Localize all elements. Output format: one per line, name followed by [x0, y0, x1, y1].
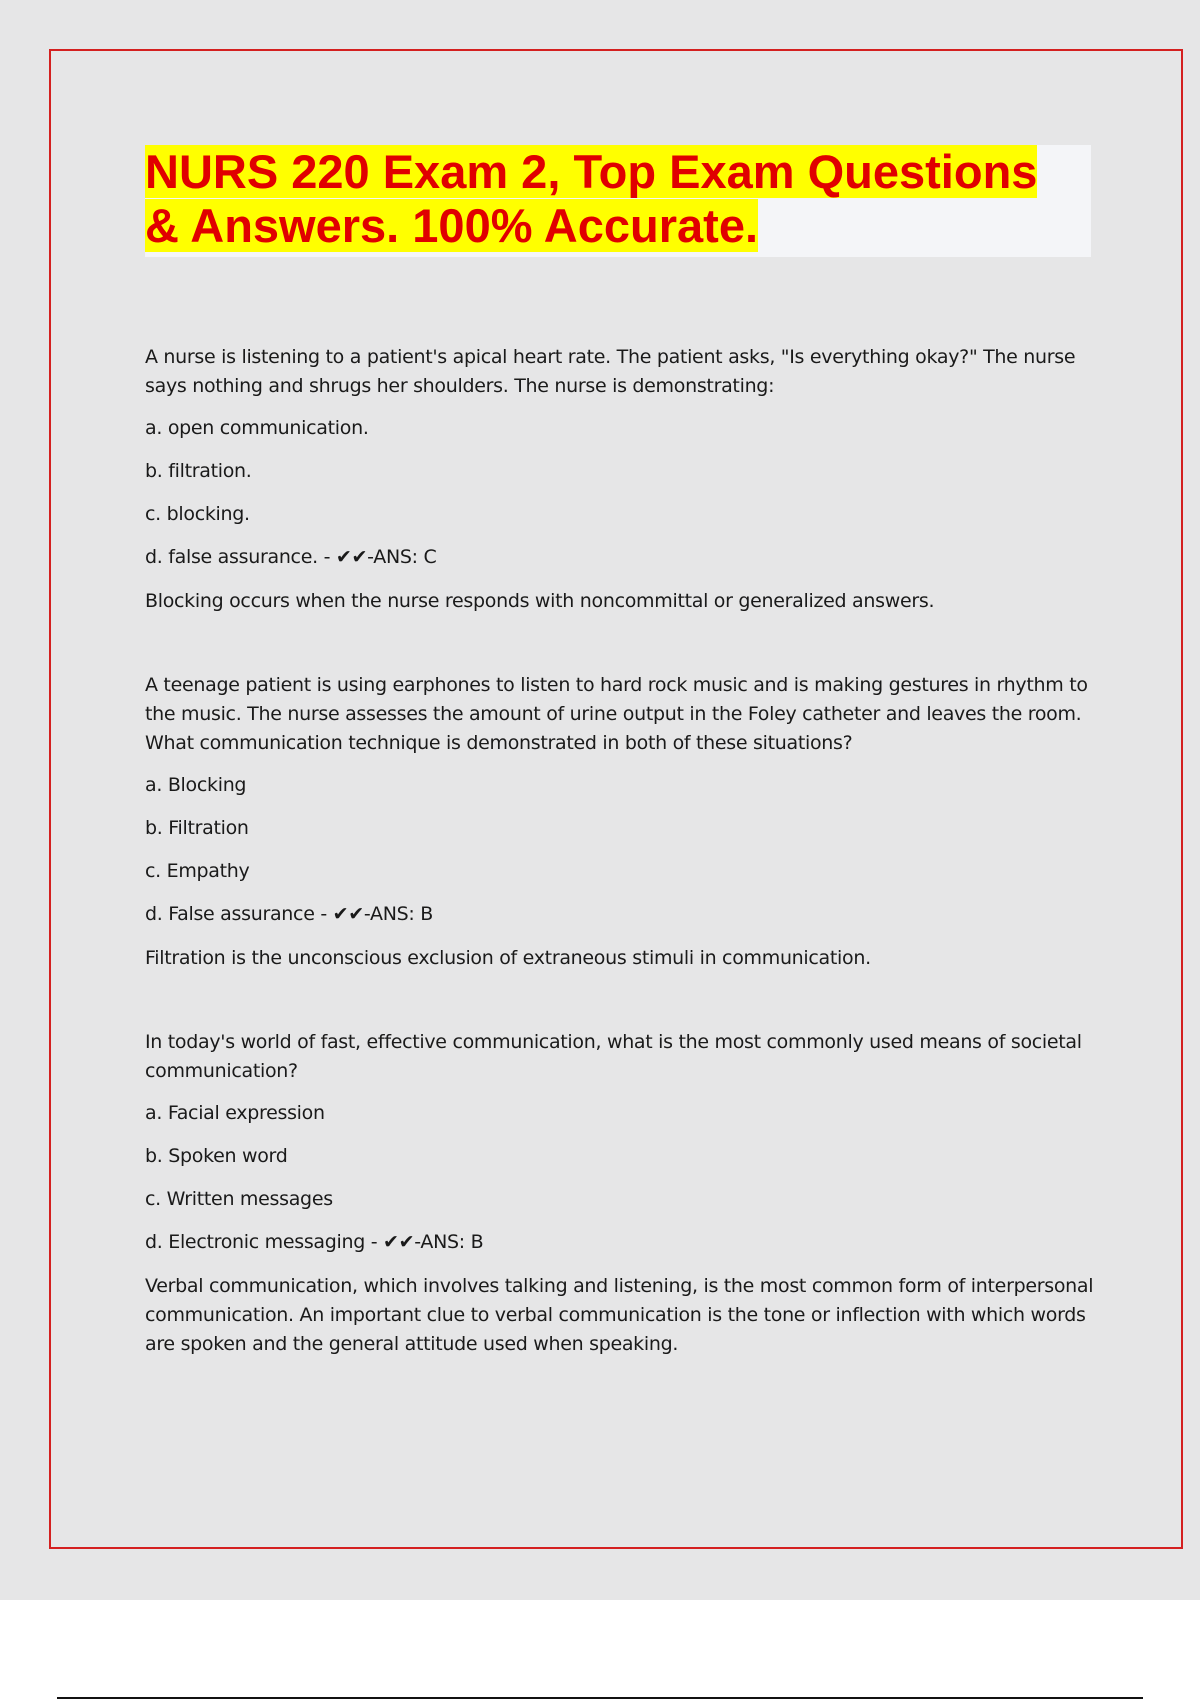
question-block: [145, 1028, 1095, 1359]
answer-option: c. blocking.: [145, 503, 250, 525]
question-block: [145, 343, 1095, 616]
page-divider: [57, 1697, 1143, 1699]
title-line-1: NURS 220 Exam 2, Top Exam Questions: [145, 145, 1038, 198]
answer-option: b. filtration.: [145, 460, 252, 482]
answer-option-with-key: d. Electronic messaging - ✔✔-ANS: B: [145, 1231, 484, 1253]
answer-explanation: Verbal communication, which involves talking and listening, is the most common form of interpersonal communication. An important clue to verbal communication is the tone or inflection with which words are spoken and the general attitude used when speaking.: [145, 1275, 1094, 1355]
document-title: [145, 145, 1091, 253]
answer-option: b. Filtration: [145, 817, 249, 839]
question-block: [145, 671, 1095, 973]
answer-option: c. Written messages: [145, 1188, 333, 1210]
question-text: A nurse is listening to a patient's apical heart rate. The patient asks, "Is everything okay?" The nurse says nothing and shrugs her shoulders. The nurse is demonstrating:: [145, 346, 1076, 397]
answer-option-with-key: d. false assurance. - ✔✔-ANS: C: [145, 546, 437, 568]
question-text: A teenage patient is using earphones to listen to hard rock music and is making gestures in rhythm to the music. The nurse assesses the amount of urine output in the Foley catheter and leaves the room. What communication technique is demonstrated in both of these situations?: [145, 674, 1088, 754]
answer-option: a. Facial expression: [145, 1102, 325, 1124]
questions-content: [145, 343, 1095, 1359]
answer-option-with-key: d. False assurance - ✔✔-ANS: B: [145, 903, 433, 925]
title-block: [145, 145, 1091, 257]
answer-option: a. open communication.: [145, 417, 369, 439]
answer-option: a. Blocking: [145, 774, 247, 796]
answer-explanation: Blocking occurs when the nurse responds with noncommittal or generalized answers.: [145, 590, 935, 612]
question-text: In today's world of fast, effective communication, what is the most commonly used means of societal communication?: [145, 1031, 1082, 1082]
answer-option: b. Spoken word: [145, 1145, 288, 1167]
answer-explanation: Filtration is the unconscious exclusion of extraneous stimuli in communication.: [145, 947, 871, 969]
title-line-2: & Answers. 100% Accurate.: [145, 199, 759, 252]
answer-option: c. Empathy: [145, 860, 250, 882]
